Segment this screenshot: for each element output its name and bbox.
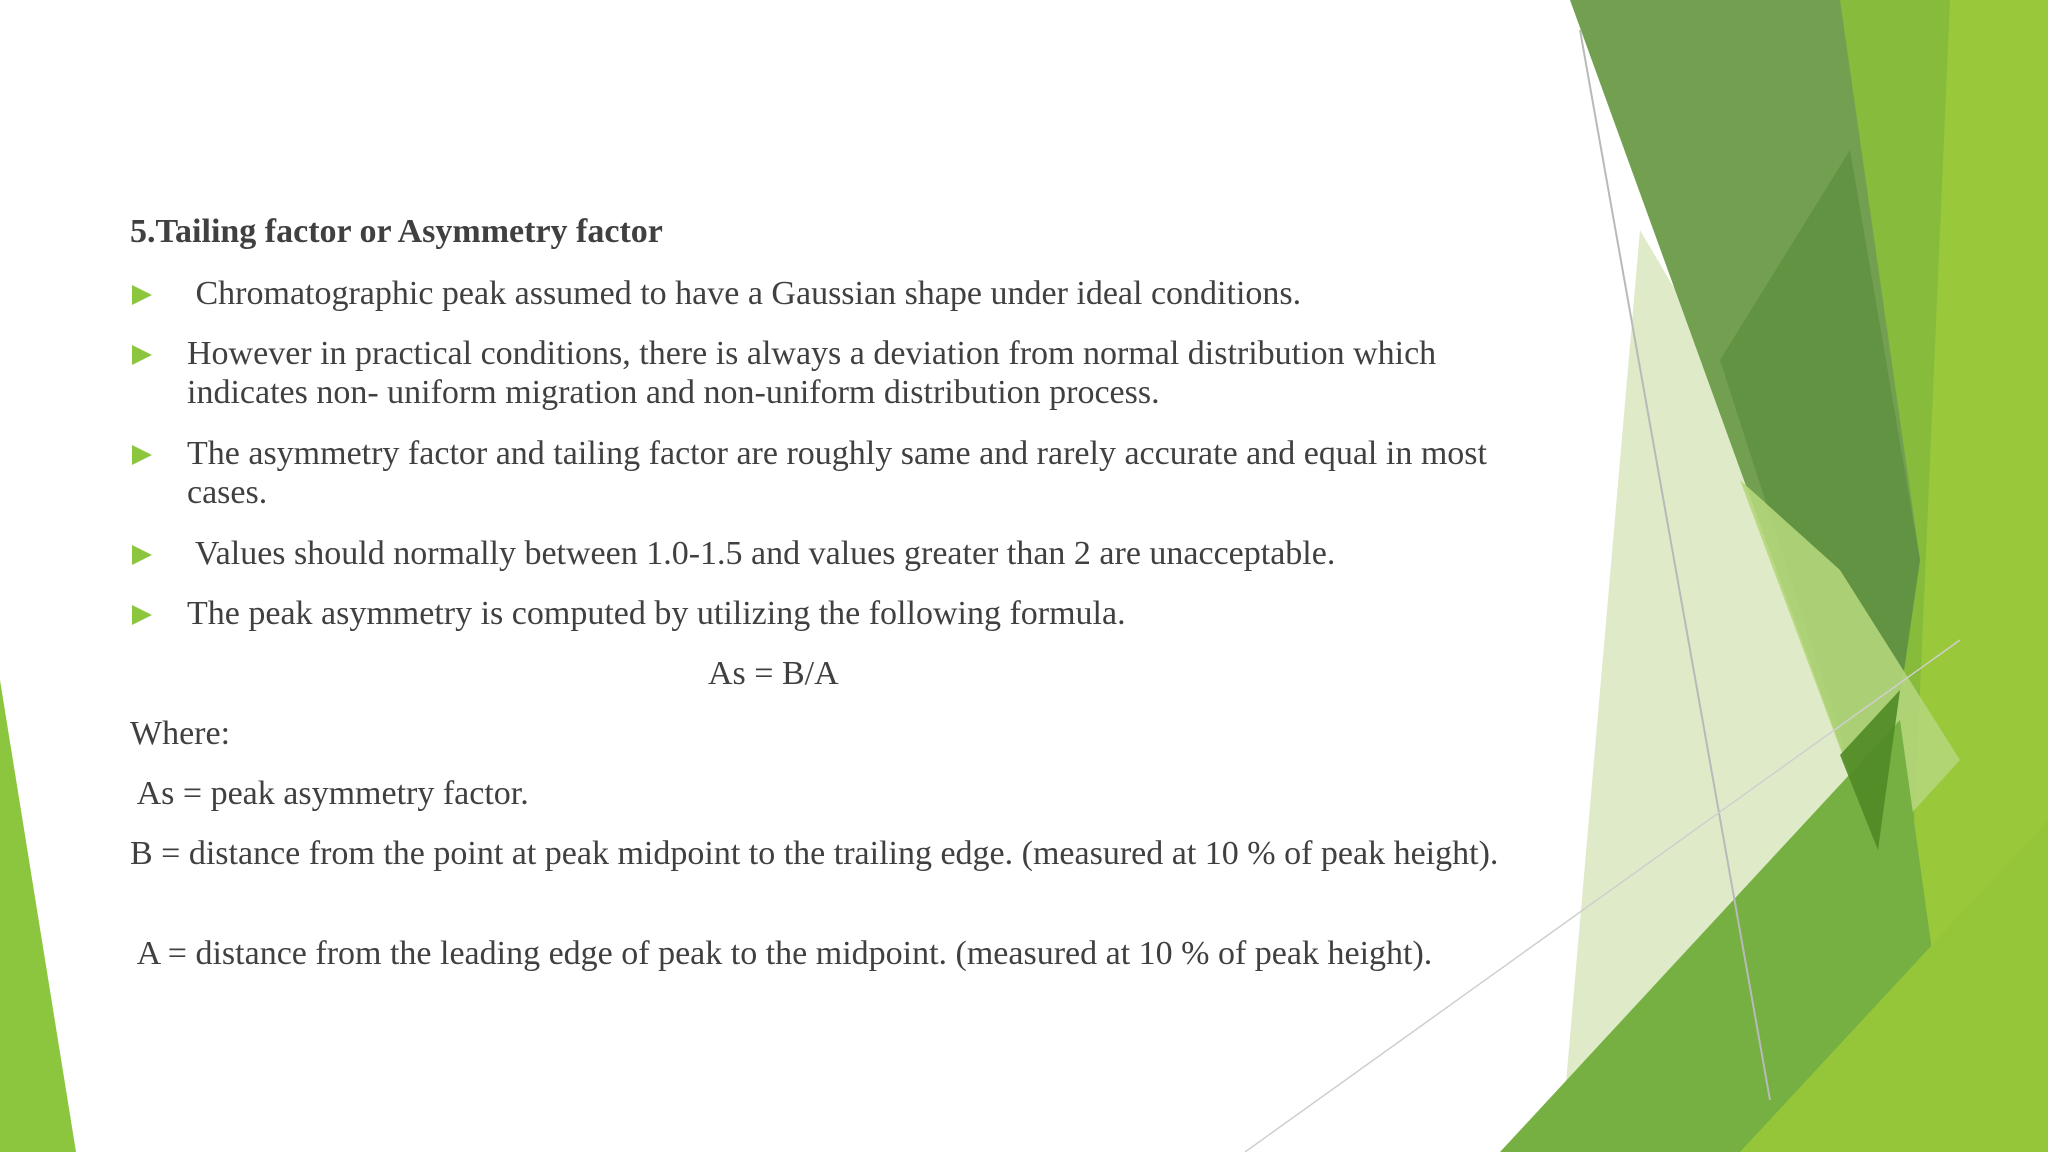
bullet-item: [130, 534, 1530, 574]
bullet-text: The peak asymmetry is computed by utilizing the following formula.: [187, 595, 1126, 632]
bullet-arrow-icon: [132, 285, 152, 305]
definition-b: B = distance from the point at peak midpoint to the trailing edge. (measured at 10 % of peak height).: [130, 835, 1499, 872]
bullet-item: [130, 274, 1530, 314]
bullet-item: [130, 434, 1530, 514]
bullet-text: However in practical conditions, there is always a deviation from normal distribution which indicates non- uniform migration and non-uniform distribution process.: [187, 335, 1437, 411]
definition-a: A = distance from the leading edge of peak to the midpoint. (measured at 10 % of peak height).: [130, 935, 1433, 972]
definition-as: As = peak asymmetry factor.: [130, 775, 529, 812]
bullet-text: Chromatographic peak assumed to have a Gaussian shape under ideal conditions.: [187, 275, 1302, 312]
bullet-text: Values should normally between 1.0-1.5 and values greater than 2 are unacceptable.: [187, 535, 1336, 572]
bullet-item: [130, 334, 1530, 414]
bullet-text: The asymmetry factor and tailing factor are roughly same and rarely accurate and equal in most cases.: [187, 435, 1487, 511]
slide-heading: 5.Tailing factor or Asymmetry factor: [130, 213, 663, 250]
bullet-arrow-icon: [132, 445, 152, 465]
bullet-arrow-icon: [132, 545, 152, 565]
bullet-arrow-icon: [132, 605, 152, 625]
bullet-item: [130, 594, 1530, 634]
where-label: Where:: [130, 715, 231, 752]
formula: As = B/A: [708, 655, 839, 692]
bullet-arrow-icon: [132, 345, 152, 365]
